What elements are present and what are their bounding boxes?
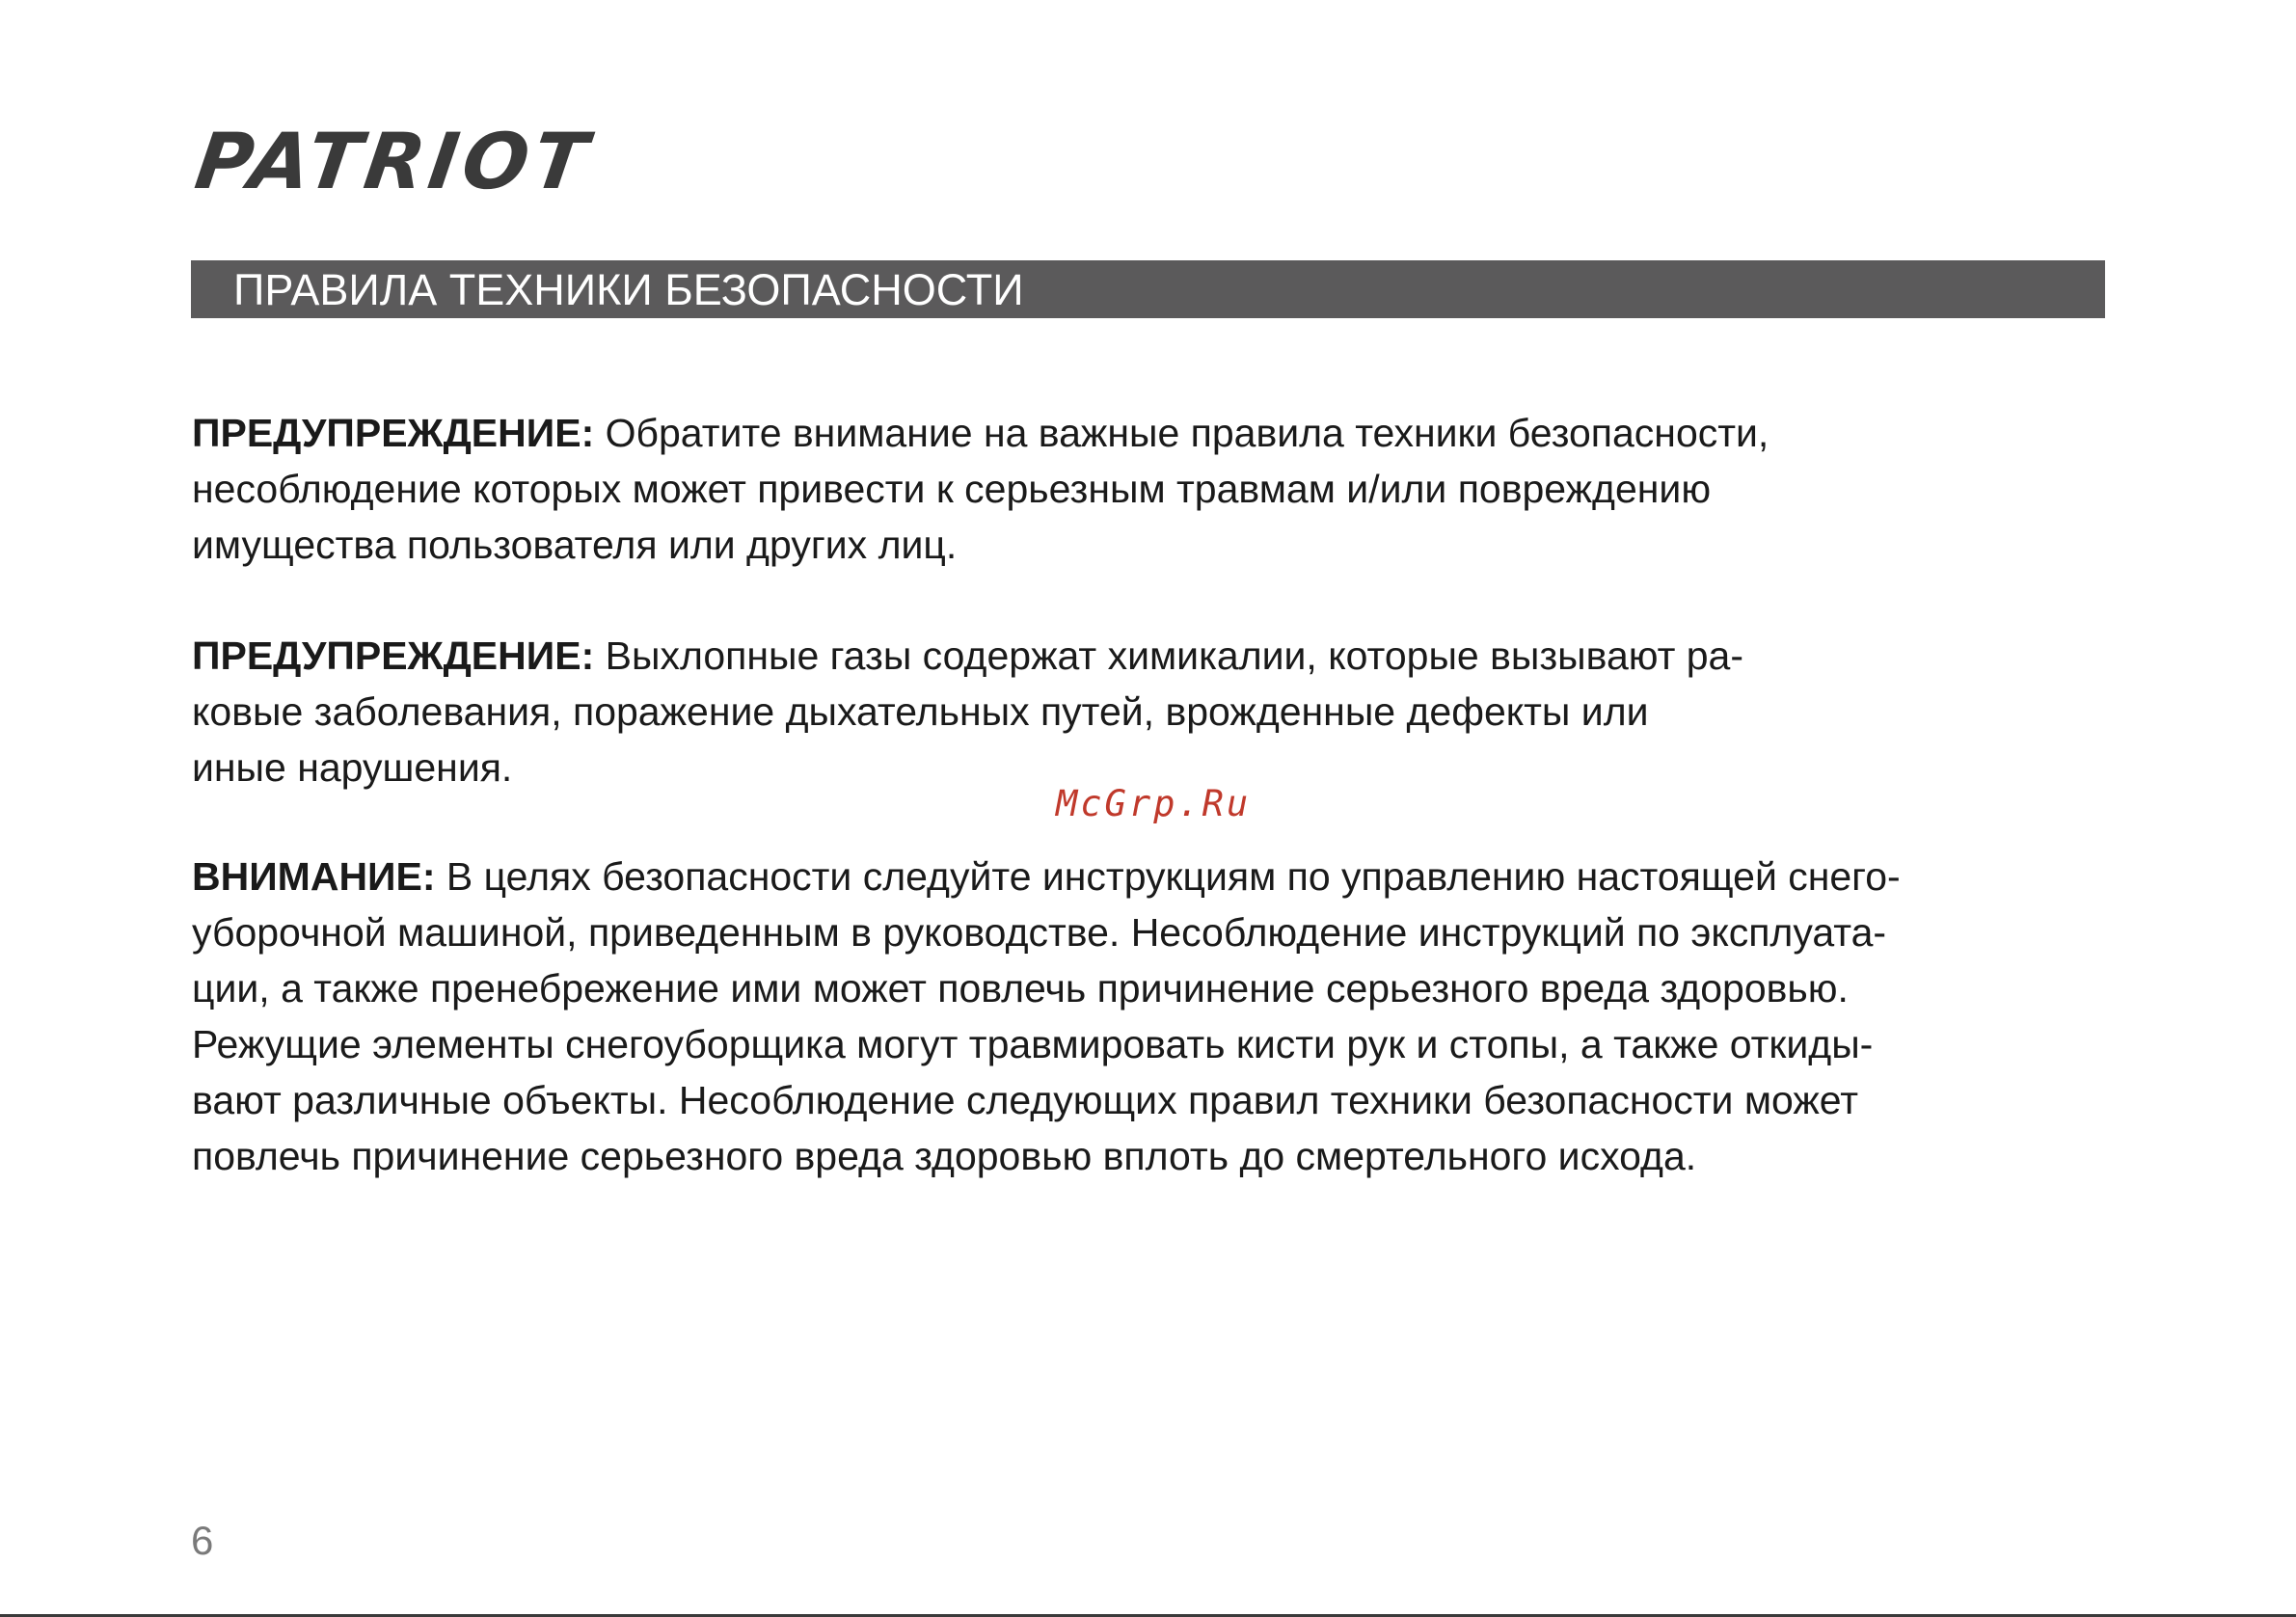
paragraph-text: Выхлопные газы содержат химикалии, которые вызывают ра- <box>594 633 1744 678</box>
paragraph-line: Режущие элементы снегоуборщика могут травмировать кисти рук и стопы, а также откиды- <box>192 1022 1874 1066</box>
paragraph-line: уборочной машиной, приведенным в руководстве. Несоблюдение инструкций по эксплуата- <box>192 910 1887 955</box>
paragraph-line <box>192 405 1769 461</box>
paragraph-line: ковые заболевания, поражение дыхательных путей, врожденные дефекты или <box>192 689 1649 734</box>
paragraph-text: Обратите внимание на важные правила техники безопасности, <box>594 411 1769 455</box>
paragraph-line: повлечь причинение серьезного вреда здоровью вплоть до смертельного исхода. <box>192 1134 1697 1178</box>
warning-label: ПРЕДУПРЕЖДЕНИЕ: <box>192 411 595 455</box>
paragraph-text: В целях безопасности следуйте инструкциям по управлению настоящей снего- <box>435 854 1901 899</box>
patriot-logo: PATRIOT <box>190 117 598 206</box>
paragraph-line: вают различные объекты. Несоблюдение следующих правил техники безопасности может <box>192 1078 1859 1122</box>
attention-label: ВНИМАНИЕ: <box>192 854 436 899</box>
paragraph-line: несоблюдение которых может привести к серьезным травмам и/или повреждению <box>192 467 1712 511</box>
section-title: ПРАВИЛА ТЕХНИКИ БЕЗОПАСНОСТИ <box>233 264 1024 314</box>
warning-paragraph-1 <box>192 405 1769 573</box>
page-number: 6 <box>191 1518 214 1563</box>
paragraph-line <box>192 628 1743 684</box>
paragraph-line: иные нарушения. <box>192 745 513 790</box>
warning-label: ПРЕДУПРЕЖДЕНИЕ: <box>192 633 595 678</box>
attention-paragraph <box>192 849 1901 1184</box>
section-header-bar <box>191 260 2105 318</box>
paragraph-line <box>192 849 1901 904</box>
paragraph-line: ции, а также пренебрежение ими может повлечь причинение серьезного вреда здоровью. <box>192 966 1849 1011</box>
watermark-text: McGrp.Ru <box>1056 783 1252 824</box>
paragraph-line: имущества пользователя или других лиц. <box>192 523 958 567</box>
warning-paragraph-2 <box>192 628 1743 795</box>
